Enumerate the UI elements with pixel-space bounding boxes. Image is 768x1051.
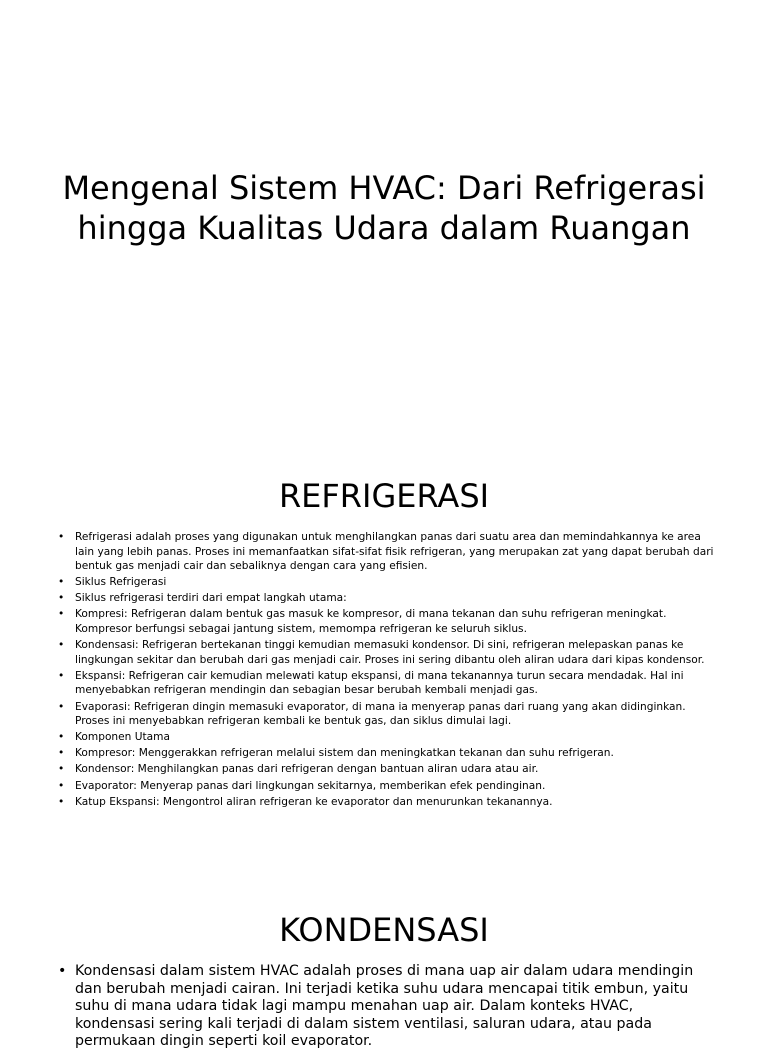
list-item: • Evaporator: Menyerap panas dari lingkungan sekitarnya, memberikan efek pendinginan. bbox=[58, 779, 714, 794]
list-item: • Kondensasi dalam sistem HVAC adalah proses di mana uap air dalam udara mendingin dan berubah menjadi cairan. Ini terjadi ketika suhu udara mencapai titik embun, yaitu suhu di mana udara tidak lagi mampu menahan uap air. Dalam konteks HVAC, kondensasi sering kali terjadi di dalam sistem ventilasi, saluran udara, atau pada permukaan dingin seperti koil evaporator. bbox=[58, 963, 714, 1051]
list-item: • Komponen Utama bbox=[58, 730, 714, 745]
list-item: • Kondensasi: Refrigeran bertekanan tinggi kemudian memasuki kondensor. Di sini, refrigeran melepaskan panas ke lingkungan sekitar dan berubah dari gas menjadi cair. Proses ini sering dibantu oleh aliran udara dari kipas kondensor. bbox=[58, 638, 714, 667]
list-item: • Siklus Refrigerasi bbox=[58, 575, 714, 590]
section-heading-refrigerasi: REFRIGERASI bbox=[278, 477, 490, 515]
list-item: • Kompresor: Menggerakkan refrigeran melalui sistem dan meningkatkan tekanan dan suhu refrigeran. bbox=[58, 746, 714, 761]
document-title: Mengenal Sistem HVAC: Dari Refrigerasi hingga Kualitas Udara dalam Ruangan bbox=[62, 169, 706, 247]
list-item: • Kompresi: Refrigeran dalam bentuk gas masuk ke kompresor, di mana tekanan dan suhu refrigeran meningkat. Kompresor berfungsi sebagai jantung sistem, memompa refrigeran ke seluruh siklus. bbox=[58, 607, 714, 636]
kondensasi-bullet-list bbox=[58, 963, 714, 1051]
section-heading-kondensasi: KONDENSASI bbox=[279, 911, 489, 949]
list-item: • Siklus refrigerasi terdiri dari empat langkah utama: bbox=[58, 591, 714, 606]
list-item: • Katup Ekspansi: Mengontrol aliran refrigeran ke evaporator dan menurunkan tekanannya. bbox=[58, 795, 714, 810]
refrigerasi-bullet-list bbox=[58, 530, 714, 811]
list-item: • Kondensor: Menghilangkan panas dari refrigeran dengan bantuan aliran udara atau air. bbox=[58, 762, 714, 777]
list-item: • Ekspansi: Refrigeran cair kemudian melewati katup ekspansi, di mana tekanannya turun secara mendadak. Hal ini menyebabkan refrigeran mendingin dan sebagian besar berubah kembali menjadi gas. bbox=[58, 669, 714, 698]
list-item: • Refrigerasi adalah proses yang digunakan untuk menghilangkan panas dari suatu area dan memindahkannya ke area lain yang lebih panas. Proses ini memanfaatkan sifat-sifat fisik refrigeran, yang merupakan zat yang dapat berubah dari bentuk gas menjadi cair dan sebaliknya dengan cara yang efisien. bbox=[58, 530, 714, 574]
list-item: • Evaporasi: Refrigeran dingin memasuki evaporator, di mana ia menyerap panas dari ruang yang akan didinginkan. Proses ini menyebabkan refrigeran kembali ke bentuk gas, dan siklus dimulai lagi. bbox=[58, 700, 714, 729]
